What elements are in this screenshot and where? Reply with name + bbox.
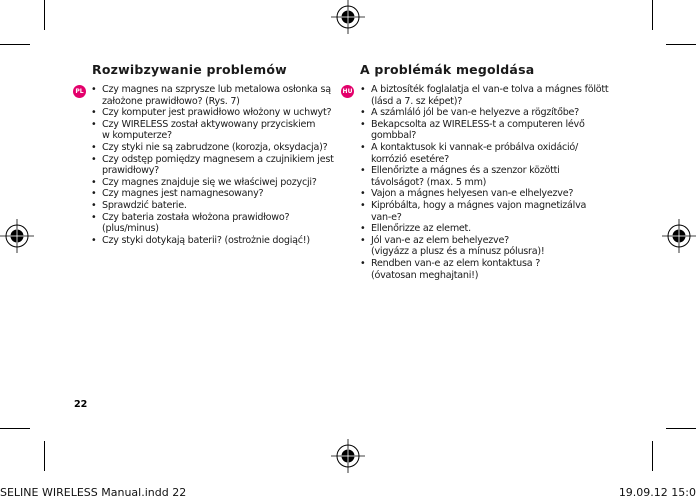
section-title-pl: Rozwibzywanie problemów [92,62,287,77]
registration-mark-top [331,0,365,34]
list-item: • A számláló jól be van-e helyezve a rögzítőbe? [359,107,621,119]
slug-datetime: 19.09.12 15:0 [618,486,696,499]
list-item: • Czy WIRELESS został aktywowany przyciskiem w komputerze? [90,119,340,142]
section-title-hu: A problémák megoldása [360,62,535,77]
language-badge-pl: PL [73,85,86,98]
list-item: • Czy magnes jest namagnesowany? [90,188,340,200]
list-item: • Czy magnes znajduje się we właściwej pozycji? [90,177,340,189]
page-number: 22 [74,399,88,410]
list-item: • Czy komputer jest prawidłowo włożony w uchwyt? [90,107,340,119]
crop-mark-top-right [652,0,653,30]
registration-mark-right [662,219,696,253]
list-item: • Bekapcsolta az WIRELESS-t a computeren lévő gombbal? [359,119,621,142]
list-item: • A biztosíték foglalatja el van-e tolva a mágnes fölött (lásd a 7. sz képet)? [359,84,621,107]
language-badge-hu: HU [341,85,354,98]
crop-mark-left-top [0,44,30,45]
crop-mark-right-top [666,44,696,45]
troubleshooting-list-hu [359,84,621,281]
crop-mark-right-bottom [666,428,696,429]
slug-filename: SELINE WIRELESS Manual.indd 22 [0,486,187,499]
crop-mark-left-bottom [0,428,30,429]
list-item: • Czy bateria została włożona prawidłowo? (plus/minus) [90,212,340,235]
list-item: • Vajon a mágnes helyesen van-e elhelyezve? [359,188,621,200]
list-item: • Ellenőrizte a mágnes és a szenzor közötti távolságot? (max. 5 mm) [359,165,621,188]
list-item: • Czy styki nie są zabrudzone (korozja, oksydacja)? [90,142,340,154]
list-item: • Czy magnes na szprysze lub metalowa osłonka są założone prawidłowo? (Rys. 7) [90,84,340,107]
list-item: • A kontaktusok ki vannak-e próbálva oxidáció/ korrózió esetére? [359,142,621,165]
list-item: • Jól van-e az elem behelyezve? (vigyázz a plusz és a mínusz pólusra)! [359,235,621,258]
list-item: • Ellenőrizze az elemet. [359,223,621,235]
registration-mark-bottom [331,439,365,473]
crop-mark-top-left [44,0,45,30]
crop-mark-bottom-right [652,441,653,471]
list-item: • Czy odstęp pomiędzy magnesem a czujnikiem jest prawidłowy? [90,154,340,177]
registration-mark-left [0,219,34,253]
list-item: • Czy styki dotykają baterii? (ostrożnie dogiąć!) [90,235,340,247]
list-item: • Sprawdzić baterie. [90,200,340,212]
list-item: • Rendben van-e az elem kontaktusa ? (óvatosan meghajtani!) [359,258,621,281]
list-item: • Kipróbálta, hogy a mágnes vajon magnetizálva van-e? [359,200,621,223]
troubleshooting-list-pl [90,84,340,246]
crop-mark-bottom-left [44,441,45,471]
